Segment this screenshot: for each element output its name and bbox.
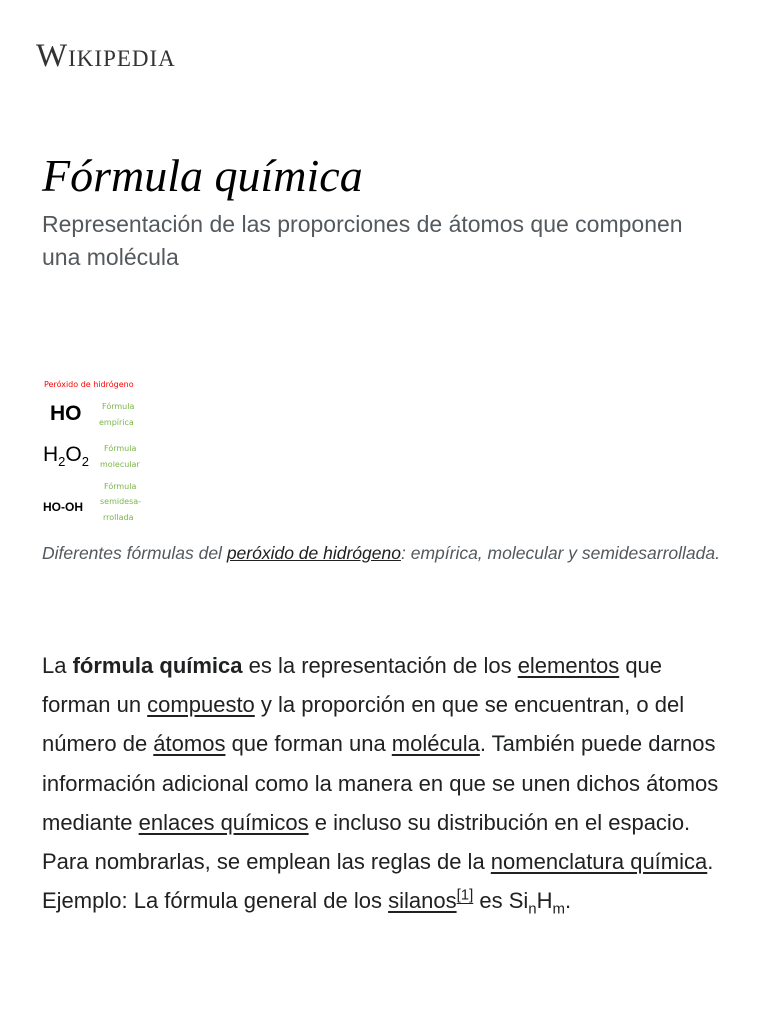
page-subtitle: Representación de las proporciones de átomos que componen una molécula [42,211,683,270]
label-semideveloped-3: rrollada [103,513,134,522]
formula-empirical: HO [50,402,82,425]
link-atomos[interactable]: átomos [153,731,226,757]
subscript-n: n [528,900,537,918]
page-title: Fórmula química [42,150,363,201]
hydrogen-peroxide-formulas-diagram [42,376,146,526]
formula-molecular: $H_2O_2$ [43,443,89,469]
formula-image[interactable] [42,376,146,526]
caption-text: Diferentes fórmulas del [42,543,227,563]
label-empirical-2: empírica [99,418,134,427]
text-segment: que forman un [42,653,663,718]
link-nomenclatura-quimica[interactable]: nomenclatura química [490,849,708,875]
text-segment: . [565,888,572,914]
reference-link[interactable]: [1] [456,886,474,904]
text-segment: . También puede darnos información adicional como la manera en que se unen dichos átomos mediante [42,731,719,835]
link-enlaces-quimicos[interactable]: enlaces químicos [138,809,309,835]
text-segment: e incluso su distribución en el espacio. Para nombrarlas, se emplean las reglas de la [42,809,691,875]
text-segment: . Ejemplo: La fórmula general de los [42,849,714,914]
label-empirical-1: Fórmula [102,402,135,411]
label-semideveloped-2: semidesa- [100,497,142,506]
label-molecular-1: Fórmula [104,444,137,453]
figure-caption [42,539,722,568]
wikipedia-logo[interactable]: Wikipedia [36,38,176,74]
text-segment: que forman una [225,731,392,757]
link-elementos[interactable]: elementos [517,653,620,678]
figure-header: Peróxido de hidrógeno [44,380,134,389]
link-compuesto[interactable]: compuesto [147,692,255,718]
link-peroxido[interactable]: peróxido de hidrógeno [226,543,401,563]
subscript-m: m [552,900,566,918]
text-segment: La [42,653,73,678]
caption-text-end: : empírica, molecular y semidesarrollada. [400,543,720,563]
label-molecular-2: molecular [100,460,140,469]
intro-paragraph [42,646,732,920]
label-semideveloped-1: Fórmula [104,482,137,491]
text-segment: es Si [473,888,529,914]
link-silanos[interactable]: silanos [388,888,457,914]
formula-semideveloped: HO-OH [43,500,83,514]
text-segment: y la proporción en que se encuentran, o del número de [42,692,685,757]
bold-term: fórmula química [72,653,243,678]
text-segment: es la representación de los [242,653,518,678]
text-segment: H [536,888,553,914]
link-molecula[interactable]: molécula [391,731,480,757]
